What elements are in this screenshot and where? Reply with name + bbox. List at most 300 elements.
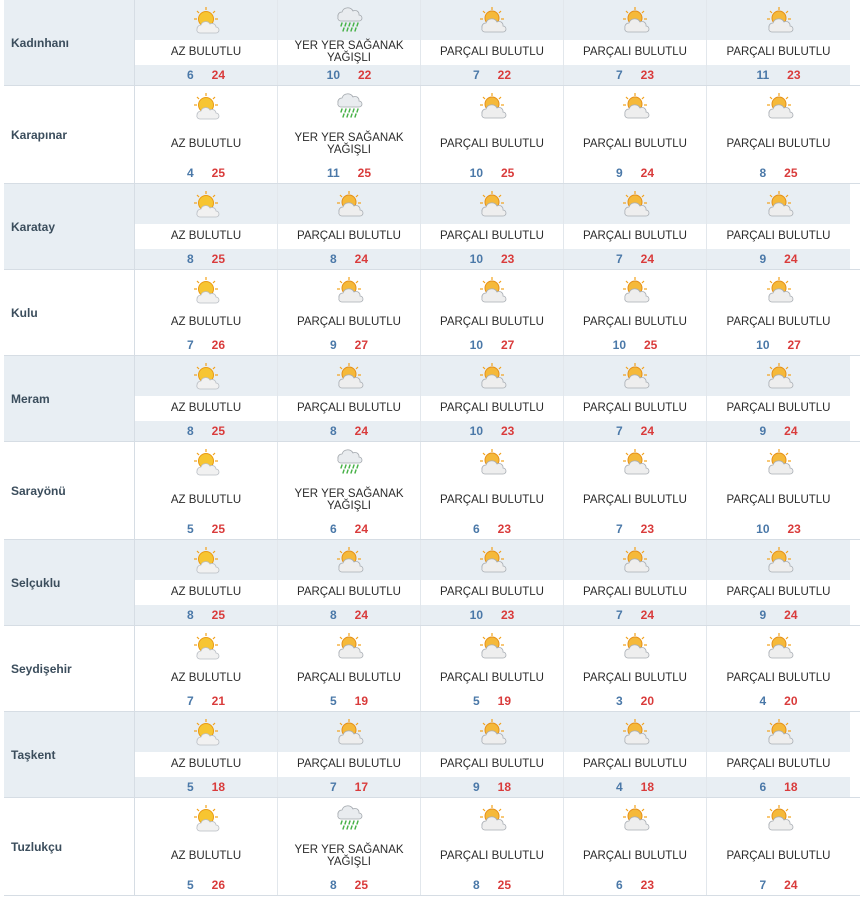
condition-text: AZ BULUTLU bbox=[135, 310, 277, 336]
forecast-cell bbox=[564, 712, 707, 797]
forecast-cell bbox=[278, 0, 421, 85]
forecast-cell bbox=[135, 798, 278, 895]
max-temp: 27 bbox=[787, 338, 801, 353]
forecast-row bbox=[4, 184, 860, 270]
condition-text: PARÇALI BULUTLU bbox=[707, 482, 850, 520]
max-temp: 26 bbox=[211, 878, 226, 893]
max-temp: 20 bbox=[784, 694, 798, 709]
min-temp: 6 bbox=[615, 878, 623, 893]
condition-text: PARÇALI BULUTLU bbox=[421, 666, 563, 692]
forecast-row bbox=[4, 86, 860, 184]
max-temp: 26 bbox=[211, 338, 226, 353]
max-temp: 27 bbox=[501, 338, 515, 353]
condition-text: PARÇALI BULUTLU bbox=[564, 666, 706, 692]
partly-cloudy-icon bbox=[421, 356, 563, 396]
min-temp: 11 bbox=[326, 166, 340, 181]
condition-text: AZ BULUTLU bbox=[135, 838, 277, 876]
min-temp: 9 bbox=[615, 166, 623, 181]
temperature-range bbox=[707, 65, 850, 85]
max-temp: 23 bbox=[787, 68, 801, 83]
min-temp: 7 bbox=[186, 338, 194, 353]
max-temp: 23 bbox=[501, 424, 515, 439]
sun-cloud-icon bbox=[135, 356, 277, 396]
condition-text: PARÇALI BULUTLU bbox=[421, 224, 563, 250]
temperature-range bbox=[135, 163, 277, 183]
min-temp: 5 bbox=[186, 522, 194, 537]
forecast-row bbox=[4, 270, 860, 356]
partly-cloudy-icon bbox=[421, 712, 563, 752]
temperature-range bbox=[707, 335, 850, 355]
condition-text: PARÇALI BULUTLU bbox=[564, 310, 706, 336]
city-name[interactable]: Tuzlukçu bbox=[4, 798, 135, 895]
partly-cloudy-icon bbox=[564, 442, 706, 482]
temperature-range bbox=[707, 249, 850, 269]
sun-cloud-icon bbox=[135, 540, 277, 580]
forecast-cell bbox=[564, 540, 707, 625]
max-temp: 24 bbox=[640, 166, 655, 181]
forecast-row bbox=[4, 442, 860, 540]
forecast-cell bbox=[135, 712, 278, 797]
temperature-range bbox=[421, 163, 563, 183]
condition-text: YER YER SAĞANAK YAĞIŞLI bbox=[278, 40, 420, 66]
condition-text: YER YER SAĞANAK YAĞIŞLI bbox=[278, 838, 420, 876]
max-temp: 24 bbox=[354, 252, 369, 267]
forecast-cell bbox=[421, 540, 564, 625]
min-temp: 4 bbox=[615, 780, 623, 795]
forecast-cell bbox=[707, 626, 850, 711]
temperature-range bbox=[135, 875, 277, 895]
partly-cloudy-icon bbox=[564, 626, 706, 666]
min-temp: 7 bbox=[759, 878, 767, 893]
forecast-cell bbox=[707, 0, 850, 85]
min-temp: 7 bbox=[615, 252, 623, 267]
min-temp: 11 bbox=[756, 68, 770, 83]
city-name[interactable]: Seydişehir bbox=[4, 626, 135, 711]
min-temp: 8 bbox=[329, 878, 337, 893]
temperature-range bbox=[278, 519, 420, 539]
condition-text: PARÇALI BULUTLU bbox=[707, 224, 850, 250]
temperature-range bbox=[421, 605, 563, 625]
temperature-range bbox=[135, 691, 277, 711]
max-temp: 19 bbox=[497, 694, 512, 709]
temperature-range bbox=[135, 335, 277, 355]
sun-cloud-icon bbox=[135, 626, 277, 666]
max-temp: 24 bbox=[640, 252, 655, 267]
max-temp: 24 bbox=[354, 424, 369, 439]
max-temp: 24 bbox=[784, 878, 798, 893]
temperature-range bbox=[564, 875, 706, 895]
max-temp: 23 bbox=[640, 878, 655, 893]
min-temp: 10 bbox=[326, 68, 340, 83]
forecast-cell bbox=[707, 184, 850, 269]
min-temp: 4 bbox=[186, 166, 194, 181]
min-temp: 10 bbox=[469, 424, 483, 439]
max-temp: 25 bbox=[784, 166, 798, 181]
temperature-range bbox=[278, 421, 420, 441]
partly-cloudy-icon bbox=[707, 270, 850, 310]
forecast-cell bbox=[707, 86, 850, 183]
condition-text: PARÇALI BULUTLU bbox=[564, 482, 706, 520]
city-name[interactable]: Karapınar bbox=[4, 86, 135, 183]
forecast-cell bbox=[421, 712, 564, 797]
partly-cloudy-icon bbox=[564, 540, 706, 580]
partly-cloudy-icon bbox=[707, 184, 850, 224]
temperature-range bbox=[564, 421, 706, 441]
temperature-range bbox=[707, 421, 850, 441]
condition-text: AZ BULUTLU bbox=[135, 396, 277, 422]
condition-text: AZ BULUTLU bbox=[135, 752, 277, 778]
forecast-cell bbox=[564, 86, 707, 183]
temperature-range bbox=[564, 249, 706, 269]
min-temp: 6 bbox=[472, 522, 480, 537]
forecast-cell bbox=[278, 540, 421, 625]
partly-cloudy-icon bbox=[421, 442, 563, 482]
condition-text: PARÇALI BULUTLU bbox=[564, 224, 706, 250]
partly-cloudy-icon bbox=[707, 356, 850, 396]
forecast-cell bbox=[564, 270, 707, 355]
temperature-range bbox=[707, 605, 850, 625]
temperature-range bbox=[135, 421, 277, 441]
temperature-range bbox=[278, 605, 420, 625]
forecast-cell bbox=[135, 86, 278, 183]
max-temp: 20 bbox=[640, 694, 655, 709]
partly-cloudy-icon bbox=[421, 626, 563, 666]
temperature-range bbox=[564, 605, 706, 625]
temperature-range bbox=[421, 421, 563, 441]
rain-cloud-icon bbox=[278, 798, 420, 838]
partly-cloudy-icon bbox=[564, 356, 706, 396]
condition-text: PARÇALI BULUTLU bbox=[278, 580, 420, 606]
temperature-range bbox=[421, 691, 563, 711]
forecast-cell bbox=[564, 184, 707, 269]
forecast-cell bbox=[278, 184, 421, 269]
rain-cloud-icon bbox=[278, 0, 420, 40]
temperature-range bbox=[421, 65, 563, 85]
forecast-row bbox=[4, 798, 860, 896]
condition-text: AZ BULUTLU bbox=[135, 666, 277, 692]
condition-text: PARÇALI BULUTLU bbox=[421, 126, 563, 164]
min-temp: 4 bbox=[759, 694, 767, 709]
condition-text: PARÇALI BULUTLU bbox=[421, 752, 563, 778]
forecast-cell bbox=[564, 356, 707, 441]
temperature-range bbox=[564, 335, 706, 355]
city-name[interactable]: Karatay bbox=[4, 184, 135, 269]
max-temp: 25 bbox=[501, 166, 515, 181]
condition-text: PARÇALI BULUTLU bbox=[564, 752, 706, 778]
min-temp: 9 bbox=[759, 424, 767, 439]
forecast-cell bbox=[135, 0, 278, 85]
min-temp: 9 bbox=[759, 608, 767, 623]
min-temp: 5 bbox=[186, 878, 194, 893]
temperature-range bbox=[278, 777, 420, 797]
condition-text: PARÇALI BULUTLU bbox=[278, 666, 420, 692]
forecast-row bbox=[4, 0, 860, 86]
forecast-table bbox=[4, 0, 864, 896]
forecast-cell bbox=[135, 442, 278, 539]
partly-cloudy-icon bbox=[421, 0, 563, 40]
temperature-range bbox=[135, 519, 277, 539]
max-temp: 23 bbox=[640, 68, 655, 83]
max-temp: 25 bbox=[211, 608, 226, 623]
forecast-cell bbox=[421, 626, 564, 711]
max-temp: 24 bbox=[640, 424, 655, 439]
condition-text: PARÇALI BULUTLU bbox=[421, 838, 563, 876]
partly-cloudy-icon bbox=[707, 0, 850, 40]
forecast-cell bbox=[564, 0, 707, 85]
min-temp: 8 bbox=[186, 424, 194, 439]
condition-text: AZ BULUTLU bbox=[135, 40, 277, 66]
temperature-range bbox=[421, 777, 563, 797]
rain-cloud-icon bbox=[278, 86, 420, 126]
max-temp: 23 bbox=[501, 252, 515, 267]
partly-cloudy-icon bbox=[707, 798, 850, 838]
forecast-cell bbox=[421, 270, 564, 355]
min-temp: 9 bbox=[329, 338, 337, 353]
condition-text: PARÇALI BULUTLU bbox=[278, 224, 420, 250]
forecast-cell bbox=[707, 270, 850, 355]
max-temp: 21 bbox=[211, 694, 226, 709]
max-temp: 18 bbox=[640, 780, 655, 795]
partly-cloudy-icon bbox=[278, 626, 420, 666]
min-temp: 8 bbox=[186, 608, 194, 623]
temperature-range bbox=[564, 777, 706, 797]
max-temp: 22 bbox=[497, 68, 512, 83]
max-temp: 25 bbox=[211, 522, 226, 537]
temperature-range bbox=[278, 249, 420, 269]
forecast-cell bbox=[135, 270, 278, 355]
partly-cloudy-icon bbox=[707, 86, 850, 126]
partly-cloudy-icon bbox=[278, 540, 420, 580]
temperature-range bbox=[278, 65, 420, 85]
sun-cloud-icon bbox=[135, 442, 277, 482]
forecast-cell bbox=[421, 86, 564, 183]
min-temp: 10 bbox=[756, 338, 770, 353]
city-name[interactable]: Kulu bbox=[4, 270, 135, 355]
condition-text: PARÇALI BULUTLU bbox=[421, 580, 563, 606]
max-temp: 19 bbox=[354, 694, 369, 709]
forecast-cell bbox=[421, 442, 564, 539]
city-name[interactable]: Taşkent bbox=[4, 712, 135, 797]
max-temp: 25 bbox=[211, 166, 226, 181]
condition-text: PARÇALI BULUTLU bbox=[564, 40, 706, 66]
sun-cloud-icon bbox=[135, 798, 277, 838]
min-temp: 8 bbox=[472, 878, 480, 893]
temperature-range bbox=[278, 875, 420, 895]
temperature-range bbox=[564, 691, 706, 711]
partly-cloudy-icon bbox=[421, 184, 563, 224]
partly-cloudy-icon bbox=[707, 712, 850, 752]
city-name[interactable]: Sarayönü bbox=[4, 442, 135, 539]
max-temp: 24 bbox=[354, 522, 369, 537]
min-temp: 7 bbox=[615, 424, 623, 439]
min-temp: 3 bbox=[615, 694, 623, 709]
max-temp: 24 bbox=[784, 608, 798, 623]
max-temp: 22 bbox=[358, 68, 372, 83]
condition-text: PARÇALI BULUTLU bbox=[707, 752, 850, 778]
min-temp: 9 bbox=[759, 252, 767, 267]
max-temp: 23 bbox=[787, 522, 801, 537]
forecast-cell bbox=[278, 270, 421, 355]
partly-cloudy-icon bbox=[564, 798, 706, 838]
min-temp: 6 bbox=[329, 522, 337, 537]
forecast-cell bbox=[278, 626, 421, 711]
condition-text: PARÇALI BULUTLU bbox=[564, 580, 706, 606]
condition-text: PARÇALI BULUTLU bbox=[707, 838, 850, 876]
min-temp: 10 bbox=[469, 252, 483, 267]
temperature-range bbox=[135, 249, 277, 269]
max-temp: 25 bbox=[211, 252, 226, 267]
max-temp: 25 bbox=[354, 878, 369, 893]
temperature-range bbox=[135, 605, 277, 625]
min-temp: 10 bbox=[469, 338, 483, 353]
forecast-cell bbox=[278, 356, 421, 441]
max-temp: 23 bbox=[501, 608, 515, 623]
temperature-range bbox=[421, 249, 563, 269]
min-temp: 7 bbox=[186, 694, 194, 709]
condition-text: PARÇALI BULUTLU bbox=[564, 126, 706, 164]
forecast-cell bbox=[707, 356, 850, 441]
min-temp: 8 bbox=[329, 424, 337, 439]
condition-text: PARÇALI BULUTLU bbox=[707, 310, 850, 336]
forecast-cell bbox=[421, 356, 564, 441]
partly-cloudy-icon bbox=[564, 712, 706, 752]
min-temp: 5 bbox=[186, 780, 194, 795]
min-temp: 7 bbox=[615, 608, 623, 623]
max-temp: 17 bbox=[354, 780, 369, 795]
partly-cloudy-icon bbox=[278, 356, 420, 396]
city-name[interactable]: Meram bbox=[4, 356, 135, 441]
condition-text: PARÇALI BULUTLU bbox=[707, 126, 850, 164]
sun-cloud-icon bbox=[135, 184, 277, 224]
temperature-range bbox=[564, 519, 706, 539]
min-temp: 6 bbox=[186, 68, 194, 83]
max-temp: 18 bbox=[497, 780, 512, 795]
min-temp: 7 bbox=[615, 68, 623, 83]
forecast-cell bbox=[707, 540, 850, 625]
max-temp: 18 bbox=[211, 780, 226, 795]
condition-text: PARÇALI BULUTLU bbox=[278, 752, 420, 778]
forecast-row bbox=[4, 356, 860, 442]
min-temp: 8 bbox=[759, 166, 767, 181]
condition-text: PARÇALI BULUTLU bbox=[707, 580, 850, 606]
min-temp: 10 bbox=[612, 338, 626, 353]
forecast-cell bbox=[564, 798, 707, 895]
partly-cloudy-icon bbox=[564, 86, 706, 126]
temperature-range bbox=[707, 875, 850, 895]
forecast-cell bbox=[135, 540, 278, 625]
temperature-range bbox=[135, 65, 277, 85]
min-temp: 9 bbox=[472, 780, 480, 795]
condition-text: AZ BULUTLU bbox=[135, 224, 277, 250]
min-temp: 6 bbox=[759, 780, 767, 795]
forecast-cell bbox=[421, 798, 564, 895]
partly-cloudy-icon bbox=[564, 270, 706, 310]
max-temp: 27 bbox=[354, 338, 369, 353]
forecast-cell bbox=[421, 184, 564, 269]
forecast-cell bbox=[564, 442, 707, 539]
max-temp: 18 bbox=[784, 780, 798, 795]
temperature-range bbox=[278, 163, 420, 183]
condition-text: PARÇALI BULUTLU bbox=[564, 396, 706, 422]
max-temp: 25 bbox=[644, 338, 658, 353]
min-temp: 10 bbox=[756, 522, 770, 537]
city-name[interactable]: Selçuklu bbox=[4, 540, 135, 625]
temperature-range bbox=[707, 777, 850, 797]
min-temp: 7 bbox=[615, 522, 623, 537]
max-temp: 24 bbox=[211, 68, 226, 83]
partly-cloudy-icon bbox=[421, 270, 563, 310]
condition-text: PARÇALI BULUTLU bbox=[707, 666, 850, 692]
forecast-cell bbox=[278, 798, 421, 895]
forecast-cell bbox=[421, 0, 564, 85]
max-temp: 24 bbox=[784, 252, 798, 267]
condition-text: PARÇALI BULUTLU bbox=[278, 396, 420, 422]
condition-text: PARÇALI BULUTLU bbox=[421, 310, 563, 336]
sun-cloud-icon bbox=[135, 0, 277, 40]
partly-cloudy-icon bbox=[421, 540, 563, 580]
max-temp: 23 bbox=[497, 522, 512, 537]
partly-cloudy-icon bbox=[421, 86, 563, 126]
partly-cloudy-icon bbox=[278, 184, 420, 224]
forecast-row bbox=[4, 626, 860, 712]
temperature-range bbox=[278, 335, 420, 355]
forecast-row bbox=[4, 712, 860, 798]
temperature-range bbox=[564, 65, 706, 85]
min-temp: 10 bbox=[469, 608, 483, 623]
temperature-range bbox=[421, 519, 563, 539]
condition-text: PARÇALI BULUTLU bbox=[707, 396, 850, 422]
temperature-range bbox=[707, 519, 850, 539]
temperature-range bbox=[707, 163, 850, 183]
min-temp: 8 bbox=[329, 252, 337, 267]
forecast-cell bbox=[707, 442, 850, 539]
condition-text: AZ BULUTLU bbox=[135, 482, 277, 520]
temperature-range bbox=[564, 163, 706, 183]
partly-cloudy-icon bbox=[564, 0, 706, 40]
condition-text: AZ BULUTLU bbox=[135, 126, 277, 164]
condition-text: PARÇALI BULUTLU bbox=[421, 40, 563, 66]
sun-cloud-icon bbox=[135, 86, 277, 126]
partly-cloudy-icon bbox=[278, 270, 420, 310]
condition-text: PARÇALI BULUTLU bbox=[421, 396, 563, 422]
condition-text: PARÇALI BULUTLU bbox=[564, 838, 706, 876]
partly-cloudy-icon bbox=[278, 712, 420, 752]
condition-text: YER YER SAĞANAK YAĞIŞLI bbox=[278, 482, 420, 520]
forecast-row bbox=[4, 540, 860, 626]
condition-text: PARÇALI BULUTLU bbox=[707, 40, 850, 66]
partly-cloudy-icon bbox=[707, 626, 850, 666]
forecast-cell bbox=[564, 626, 707, 711]
partly-cloudy-icon bbox=[707, 540, 850, 580]
temperature-range bbox=[421, 875, 563, 895]
condition-text: AZ BULUTLU bbox=[135, 580, 277, 606]
min-temp: 8 bbox=[329, 608, 337, 623]
min-temp: 8 bbox=[186, 252, 194, 267]
temperature-range bbox=[278, 691, 420, 711]
max-temp: 25 bbox=[211, 424, 226, 439]
max-temp: 23 bbox=[640, 522, 655, 537]
sun-cloud-icon bbox=[135, 712, 277, 752]
temperature-range bbox=[135, 777, 277, 797]
max-temp: 25 bbox=[497, 878, 512, 893]
temperature-range bbox=[707, 691, 850, 711]
max-temp: 25 bbox=[357, 166, 372, 181]
temperature-range bbox=[421, 335, 563, 355]
forecast-cell bbox=[707, 712, 850, 797]
city-name[interactable]: Kadınhanı bbox=[4, 0, 135, 85]
forecast-cell bbox=[707, 798, 850, 895]
min-temp: 10 bbox=[469, 166, 483, 181]
